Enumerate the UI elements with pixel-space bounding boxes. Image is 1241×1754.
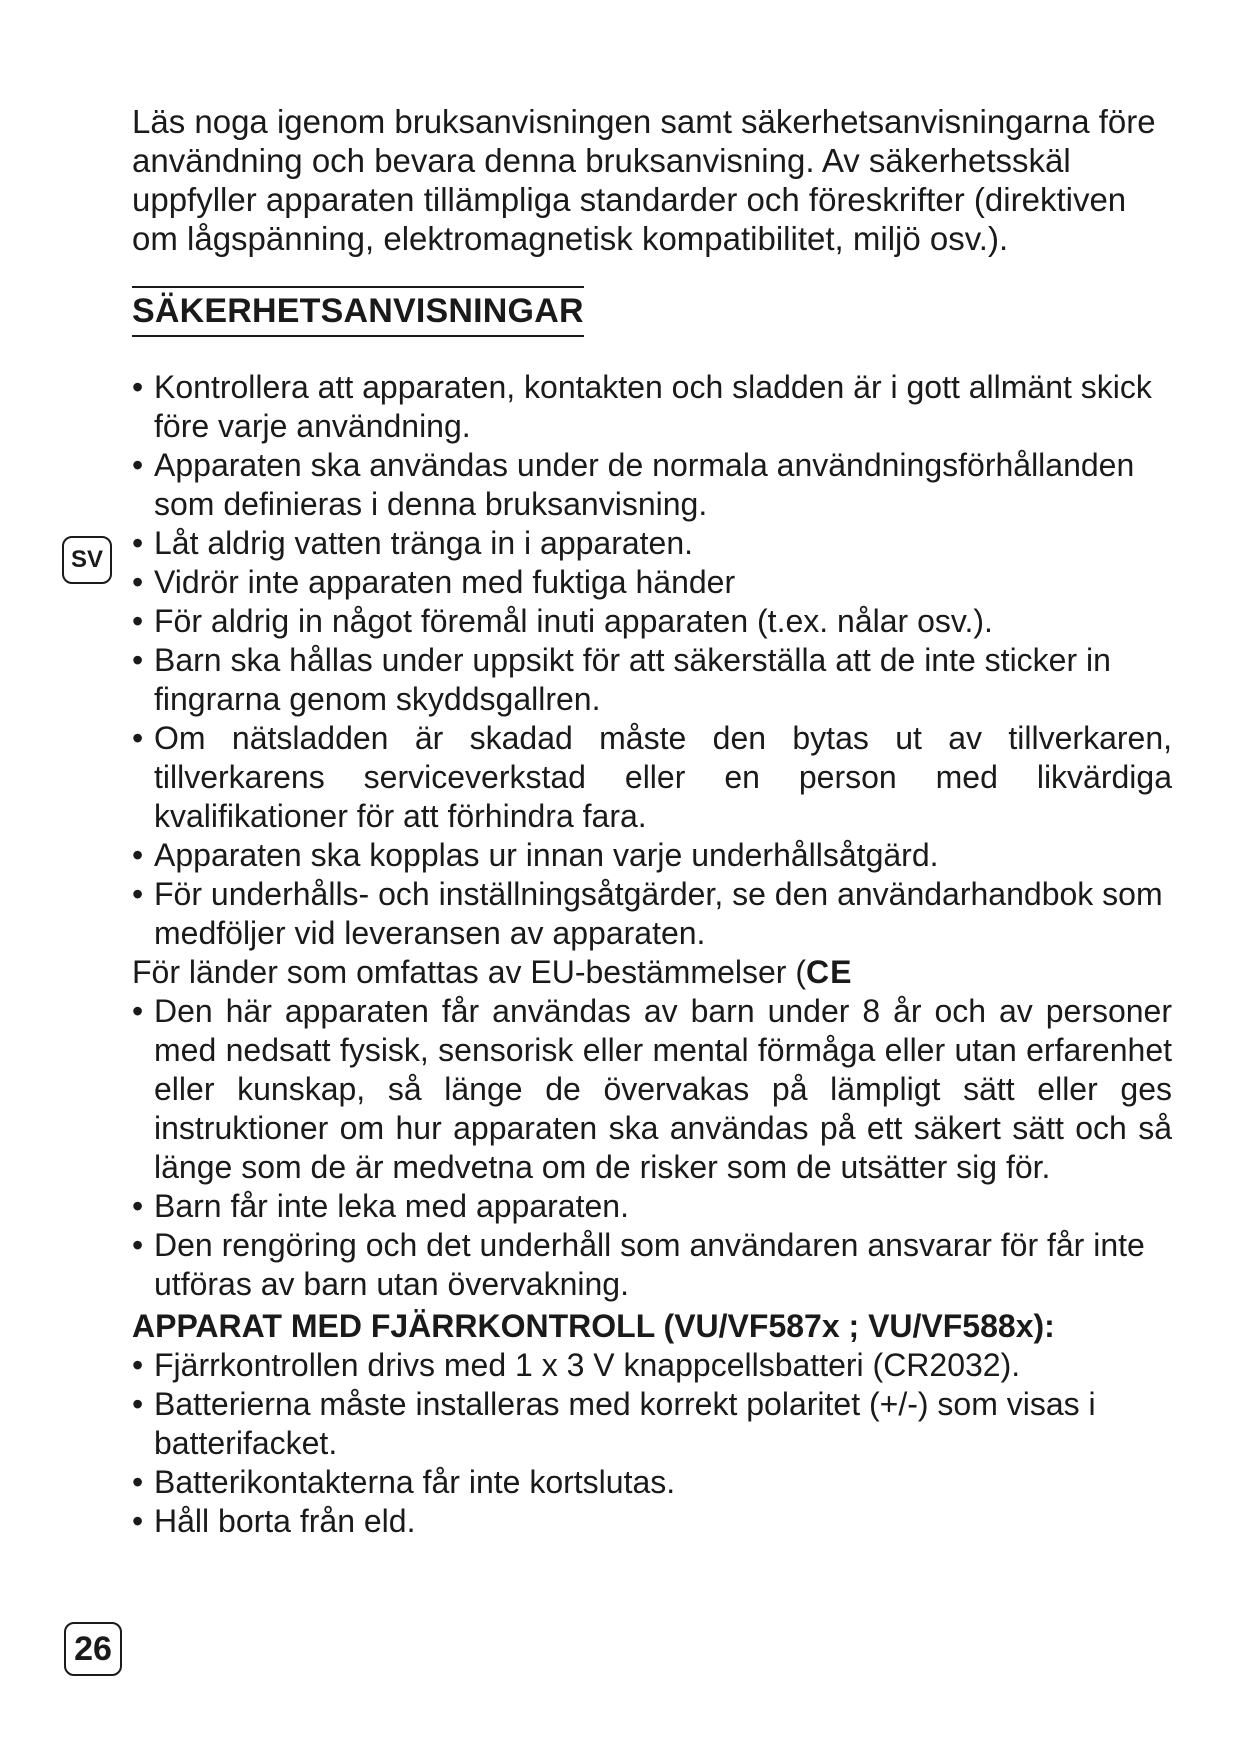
- list-item: • Den här apparaten får användas av barn under 8 år och av personer med nedsatt fysisk, sensorisk eller mental förmåga eller utan erfarenhet eller kunskap, så länge de övervakas på lämpligt sätt eller ges instruktioner om hur apparaten ska användas på ett säkert sätt och så länge som de är medvetna om de risker som de utsätter sig för.: [132, 992, 1172, 1187]
- general-safety-list: [132, 368, 1172, 953]
- list-item: • Kontrollera att apparaten, kontakten och sladden är i gott allmänt skick före varje användning.: [132, 368, 1172, 446]
- list-item: • För underhålls- och inställningsåtgärder, se den användarhandbok som medföljer vid leveransen av apparaten.: [132, 875, 1172, 953]
- list-item: • Om nätsladden är skadad måste den bytas ut av tillverkaren, tillverkarens serviceverkstad eller en person med likvärdiga kvalifikationer för att förhindra fara.: [132, 719, 1172, 836]
- remote-control-heading: APPARAT MED FJÄRRKONTROLL (VU/VF587x ; VU/VF588x):: [132, 1308, 1055, 1344]
- language-tab: SV: [62, 536, 112, 584]
- list-item: • Batterierna måste installeras med korrekt polaritet (+/-) som visas i batterifacket.: [132, 1385, 1172, 1463]
- list-item: • Den rengöring och det underhåll som användaren ansvarar för får inte utföras av barn utan övervakning.: [132, 1226, 1172, 1304]
- section-heading: SÄKERHETSANVISNINGAR: [132, 286, 584, 337]
- list-item: • Låt aldrig vatten tränga in i apparaten.: [132, 524, 1172, 563]
- list-item: • Batterikontakterna får inte kortslutas.: [132, 1463, 1172, 1502]
- list-item: • För aldrig in något föremål inuti apparaten (t.ex. nålar osv.).: [132, 602, 1172, 641]
- eu-safety-list: [132, 992, 1172, 1304]
- list-item: • Håll borta från eld.: [132, 1502, 1172, 1541]
- list-item: • Apparaten ska kopplas ur innan varje underhållsåtgärd.: [132, 836, 1172, 875]
- list-item: • Apparaten ska användas under de normala användningsförhållanden som definieras i denna bruksanvisning.: [132, 446, 1172, 524]
- list-item: • Fjärrkontrollen drivs med 1 x 3 V knappcellsbatteri (CR2032).: [132, 1346, 1172, 1385]
- remote-safety-list: [132, 1346, 1172, 1541]
- safety-content: [132, 368, 1172, 1541]
- page-number: 26: [64, 1622, 122, 1676]
- eu-regulation-line: [132, 953, 1172, 992]
- list-item: • Vidrör inte apparaten med fuktiga händer: [132, 563, 1172, 602]
- ce-mark-icon: CE: [805, 954, 853, 990]
- list-item: • Barn ska hållas under uppsikt för att säkerställa att de inte sticker in fingrarna genom skyddsgallren.: [132, 641, 1172, 719]
- eu-line-text: För länder som omfattas av EU-bestämmelser (: [132, 954, 806, 990]
- intro-paragraph: Läs noga igenom bruksanvisningen samt säkerhetsanvisningarna före användning och bevara denna bruksanvisning. Av säkerhetsskäl uppfyller apparaten tillämpliga standarder och föreskrifter (direktiven om lågspänning, elektromagnetisk kompatibilitet, miljö osv.).: [132, 103, 1156, 257]
- list-item: • Barn får inte leka med apparaten.: [132, 1187, 1172, 1226]
